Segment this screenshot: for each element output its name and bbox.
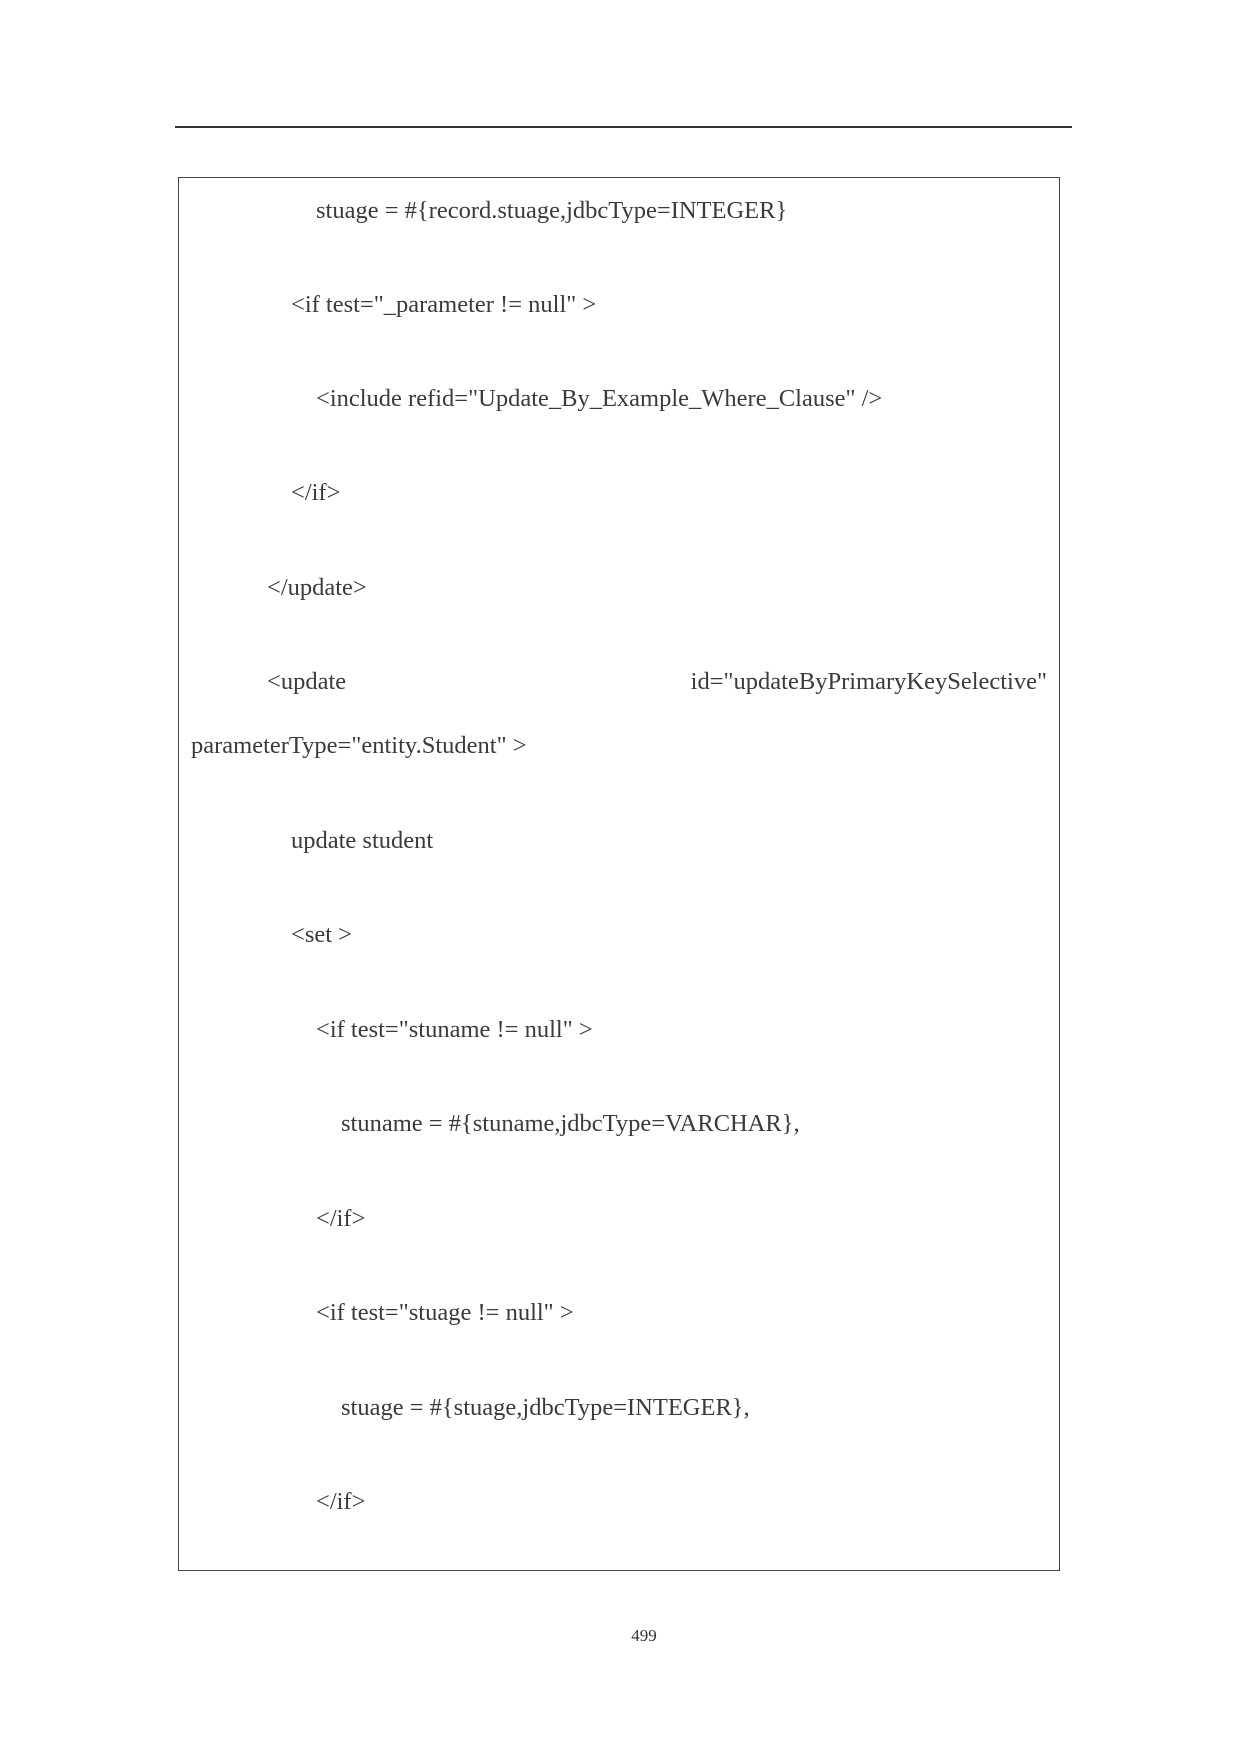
code-line: </if> bbox=[291, 479, 341, 506]
code-line: </if> bbox=[316, 1205, 366, 1232]
code-line-end: id="updateByPrimaryKeySelective" bbox=[690, 668, 1047, 695]
page-number: 499 bbox=[631, 1626, 657, 1645]
code-line-justified bbox=[267, 667, 1047, 697]
code-line: </update> bbox=[267, 574, 367, 601]
code-line: <set > bbox=[291, 921, 352, 948]
code-line: <if test="stuname != null" > bbox=[316, 1016, 593, 1043]
header-rule bbox=[175, 126, 1072, 128]
code-line: stuname = #{stuname,jdbcType=VARCHAR}, bbox=[341, 1110, 800, 1137]
code-line: parameterType="entity.Student" > bbox=[191, 732, 527, 759]
code-line: <if test="_parameter != null" > bbox=[291, 291, 597, 318]
code-listing-box bbox=[178, 177, 1060, 1571]
code-line-start: <update bbox=[267, 668, 347, 695]
code-line: update student bbox=[291, 827, 434, 854]
code-line: stuage = #{stuage,jdbcType=INTEGER}, bbox=[341, 1394, 750, 1421]
code-line: <include refid="Update_By_Example_Where_Clause" /> bbox=[316, 385, 883, 412]
code-line: </if> bbox=[316, 1488, 366, 1515]
code-line: stuage = #{record.stuage,jdbcType=INTEGER} bbox=[316, 197, 788, 224]
code-line: <if test="stuage != null" > bbox=[316, 1299, 574, 1326]
